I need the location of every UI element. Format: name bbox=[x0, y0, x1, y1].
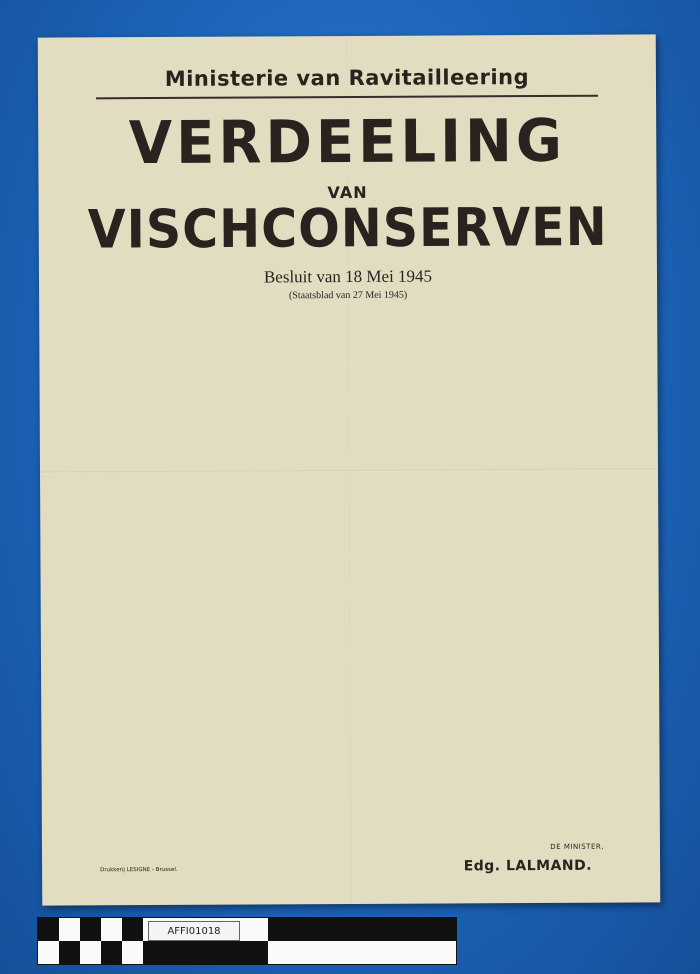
staatsblad-reference: (Staatsblad van 27 Mei 1945) bbox=[288, 289, 408, 302]
title-vischconserven: VISCHCONSERVEN bbox=[87, 196, 608, 261]
color-scale-bar bbox=[37, 917, 457, 965]
minister-signature: Edg. LALMAND. bbox=[463, 857, 593, 875]
minister-label: DE MINISTER, bbox=[550, 842, 604, 851]
scale-row-bottom bbox=[38, 941, 456, 964]
title-van: VAN bbox=[327, 182, 368, 203]
ministry-heading: Ministerie van Ravitailleering bbox=[164, 65, 530, 91]
printer-credit: Drukkerij LESIGNE - Brussel. bbox=[100, 866, 178, 874]
scale-row-top bbox=[38, 918, 456, 941]
decree-body-text bbox=[91, 311, 632, 856]
catalog-label: AFFI01018 bbox=[148, 921, 240, 941]
decree-date: Besluit van 18 Mei 1945 bbox=[263, 266, 433, 287]
title-verdeeling: VERDEELING bbox=[128, 107, 566, 178]
poster bbox=[38, 34, 661, 905]
